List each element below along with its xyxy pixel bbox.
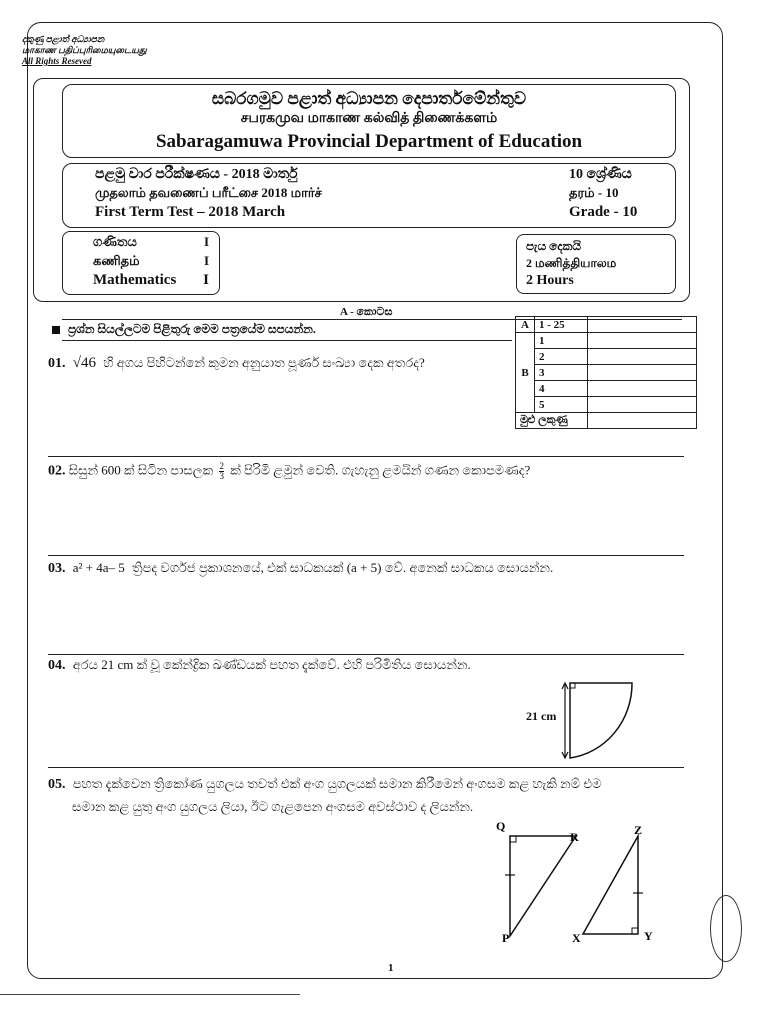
question-2 <box>48 462 530 481</box>
subject-en: Mathematics <box>93 272 177 288</box>
score-table <box>515 316 697 429</box>
radius-label: 21 cm <box>526 709 557 723</box>
section-title: A - කොටස <box>340 306 393 318</box>
department-en: Sabaragamuwa Provincial Department of Education <box>155 131 583 152</box>
fraction <box>219 462 224 481</box>
sqrt-expression: √46 <box>72 355 96 371</box>
copyright-block <box>22 34 147 67</box>
divider <box>62 340 512 341</box>
copyright-line-2: மாகாண பதிப்புரிமையுடையது <box>22 45 147 55</box>
question-number: 01. <box>48 356 66 371</box>
department-box <box>62 84 676 158</box>
answer-line <box>48 555 684 556</box>
score-item: 3 <box>535 365 588 381</box>
question-text: සිසුන් 600 ක් සිටින පාසලක <box>68 462 214 478</box>
question-5 <box>48 773 688 818</box>
duration-box <box>516 234 676 294</box>
vertex-label: Z <box>634 823 643 837</box>
test-info-box <box>62 163 676 228</box>
score-cell <box>588 349 697 365</box>
paper-number: I <box>203 234 209 249</box>
vertex-label: Q <box>496 819 506 833</box>
question-number: 05. <box>48 777 66 792</box>
question-text: ත්‍රිපද වර්ගජ ප්‍රකාශනයේ, එක් සාධකයක් (a + 5) වේ. අනෙක් සාධකය සොයන්න. <box>132 560 554 575</box>
grade-ta: தரம் - 10 <box>569 185 619 200</box>
fraction-denominator: 3 <box>219 471 224 481</box>
score-cell <box>588 333 697 349</box>
fraction-numerator: 2 <box>219 461 224 471</box>
score-total-label: මුළු ලකුණු <box>516 413 588 429</box>
paper-number: I <box>203 253 209 268</box>
score-item: 1 <box>535 333 588 349</box>
paper-number: I <box>203 272 209 288</box>
score-item: 2 <box>535 349 588 365</box>
score-cell <box>588 381 697 397</box>
test-en: First Term Test – 2018 March <box>95 204 286 220</box>
department-si: සබරගමුව පළාත් අධ්‍යාපන දෙපාර්තමේන්තුව <box>211 89 527 108</box>
bottom-edge <box>0 994 300 1017</box>
score-cell <box>588 397 697 413</box>
subject-ta: கணிதம் <box>93 253 140 268</box>
vertex-label: X <box>572 931 581 945</box>
answer-line <box>48 654 684 655</box>
duration-si: පැය දෙකයි <box>526 239 581 253</box>
vertex-label: Y <box>644 929 653 943</box>
grade-si: 10 ශ්‍රේණිය <box>569 167 632 182</box>
score-row-a-range: 1 - 25 <box>535 317 588 333</box>
question-1 <box>48 355 425 372</box>
instruction <box>52 322 316 337</box>
score-item: 5 <box>535 397 588 413</box>
test-si: පළමු වාර පරීක්ෂණය - 2018 මාර්තු <box>95 167 298 182</box>
sector-figure <box>560 678 650 764</box>
score-row-b-label: B <box>516 333 535 413</box>
question-3 <box>48 560 553 577</box>
duration-en: 2 Hours <box>526 273 574 288</box>
page-number: 1 <box>388 962 394 974</box>
subject-si: ගණිතය <box>93 234 137 249</box>
question-text: හි අගය පිහිටන්නේ කුමන අනුයාත පූර්ණ සංඛ්‍යා දෙක අතරද? <box>103 355 425 370</box>
copyright-line-3: All Rights Reseved <box>22 56 92 66</box>
duration-ta: 2 மணித்தியாலம <box>526 256 617 270</box>
test-ta: முதலாம் தவணைப் பரீட்சை 2018 மார்ச் <box>95 185 322 200</box>
score-cell <box>588 317 697 333</box>
expression: a² + 4a– 5 <box>72 560 125 575</box>
instruction-text: ප්‍රශ්න සියල්ලටම පිළිතුරු මෙම පත්‍රයේම සපයන්න. <box>68 322 316 336</box>
answer-line <box>48 767 684 768</box>
grade-en: Grade - 10 <box>569 204 638 220</box>
question-number: 02. <box>48 463 66 479</box>
question-text: සමාන කළ යුතු අංග යුගලය ලියා, ඊට ගැළපෙන අංගසම අවස්ථාව ද ලියන්න. <box>72 799 474 814</box>
punch-hole <box>710 895 742 962</box>
department-ta: சபரகமுவ மாகாண கல்வித் திணைக்களம் <box>240 111 498 126</box>
question-number: 04. <box>48 658 66 673</box>
subject-box <box>62 231 220 295</box>
vertex-label: R <box>570 830 579 844</box>
question-number: 03. <box>48 561 66 576</box>
score-cell <box>588 365 697 381</box>
question-text: අරය 21 cm ක් වූ කේන්ද්‍රික ඛණ්ඩයක් පහත දැක්වේ. එහි පරිමිතිය සොයන්න. <box>72 657 471 672</box>
question-text: පහත දැක්වෙන ත්‍රිකෝණ යුගලය තවත් එක් අංග යුගලයක් සමාන කිරීමෙන් අංගසම කළ හැකි නම් එම <box>72 776 602 791</box>
triangles-figure <box>488 814 668 950</box>
vertex-label: P <box>502 931 510 945</box>
score-item: 4 <box>535 381 588 397</box>
score-cell <box>588 413 697 429</box>
copyright-line-1: දකුණු පළාත් අධ්‍යාපන <box>22 34 105 44</box>
question-text: ක් පිරිමි ළමුන් වෙති. ගැහැනු ළමයින් ගණන කොපමණද? <box>230 462 531 478</box>
bullet-icon <box>52 326 60 334</box>
question-4 <box>48 657 471 674</box>
score-row-a-label: A <box>516 317 535 333</box>
answer-line <box>48 456 684 457</box>
